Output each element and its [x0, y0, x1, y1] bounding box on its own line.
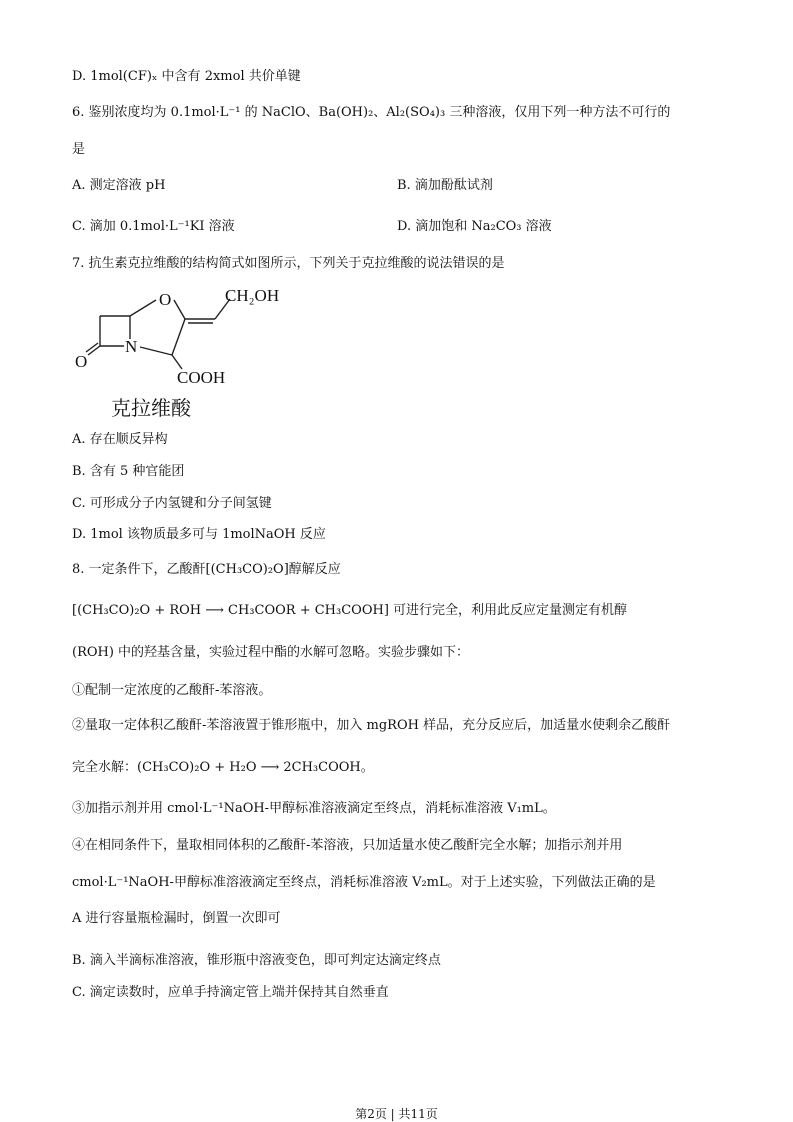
group-cooh: COOH — [177, 368, 226, 387]
q8-roh: (ROH) 中的羟基含量，实验过程中酯的水解可忽略。实验步骤如下： — [72, 645, 470, 660]
atom-n: N — [125, 337, 138, 356]
q7-option-a: A. 存在顺反异构 — [72, 432, 168, 447]
atom-o-ring: O — [159, 290, 172, 309]
q6-stem: 6. 鉴别浓度均为 0.1mol·L⁻¹ 的 NaClO、Ba(OH)₂、Al₂(SO₄)₃ 三种溶液，仅用下列一种方法不可行的 — [72, 105, 671, 120]
q8-equation: [(CH₃CO)₂O + ROH ⟶ CH₃COOR + CH₃COOH] 可进行完全，利用此反应定量测定有机醇 — [72, 603, 628, 618]
step-1: ①配制一定浓度的乙酸酐-苯溶液。 — [72, 683, 272, 698]
q7-option-d: D. 1mol 该物质最多可与 1molNaOH 反应 — [72, 527, 326, 542]
q6-option-c: C. 滴加 0.1mol·L⁻¹KI 溶液 — [72, 219, 235, 234]
q6-option-d: D. 滴加饱和 Na₂CO₃ 溶液 — [397, 219, 552, 234]
q7-option-c: C. 可形成分子内氢键和分子间氢键 — [72, 496, 272, 511]
bond — [88, 346, 100, 355]
q5-option-d: D. 1mol(CF)ₓ 中含有 2xmol 共价单键 — [72, 69, 301, 84]
q8-option-a: A 进行容量瓶检漏时，倒置一次即可 — [72, 911, 281, 926]
bond — [130, 300, 156, 316]
clavulanic-acid-structure — [70, 285, 300, 390]
bond — [172, 319, 185, 355]
q7-stem: 7. 抗生素克拉维酸的结构简式如图所示，下列关于克拉维酸的说法错误的是 — [72, 256, 505, 271]
step-4-cont: cmol·L⁻¹NaOH-甲醇标准溶液滴定至终点，消耗标准溶液 V₂mL。对于上述实验，下列做法正确的是 — [72, 875, 656, 890]
q8-stem: 8. 一定条件下，乙酸酐[(CH₃CO)₂O]醇解反应 — [72, 562, 341, 577]
bond — [86, 343, 98, 352]
structure-caption: 克拉维酸 — [111, 396, 191, 420]
step-4: ④在相同条件下，量取相同体积的乙酸酐-苯溶液，只加适量水使乙酸酐完全水解；加指示剂并用 — [72, 838, 623, 853]
bond — [140, 347, 172, 355]
q6-option-a: A. 测定溶液 pH — [72, 178, 166, 193]
q7-option-b: B. 含有 5 种官能团 — [72, 464, 185, 479]
group-ch2oh: CH₂OH — [225, 286, 280, 305]
atom-o-carbonyl: O — [75, 352, 88, 371]
bond — [172, 355, 182, 369]
q6-stem-cont: 是 — [72, 142, 86, 157]
step-2-cont: 完全水解：(CH₃CO)₂O + H₂O ⟶ 2CH₃COOH。 — [72, 760, 374, 775]
step-3: ③加指示剂并用 cmol·L⁻¹NaOH-甲醇标准溶液滴定至终点，消耗标准溶液 V₁mL。 — [72, 801, 556, 816]
q6-option-b: B. 滴加酚酞试剂 — [397, 178, 493, 193]
bond — [174, 300, 185, 319]
page-footer: 第2页 | 共11页 — [355, 1107, 438, 1121]
step-2: ②量取一定体积乙酸酐-苯溶液置于锥形瓶中，加入 mgROH 样品，充分反应后，加适量水使剩余乙酸酐 — [72, 718, 671, 733]
q8-option-b: B. 滴入半滴标准溶液，锥形瓶中溶液变色，即可判定达滴定终点 — [72, 953, 441, 968]
q8-option-c: C. 滴定读数时，应单手持滴定管上端并保持其自然垂直 — [72, 985, 389, 1000]
